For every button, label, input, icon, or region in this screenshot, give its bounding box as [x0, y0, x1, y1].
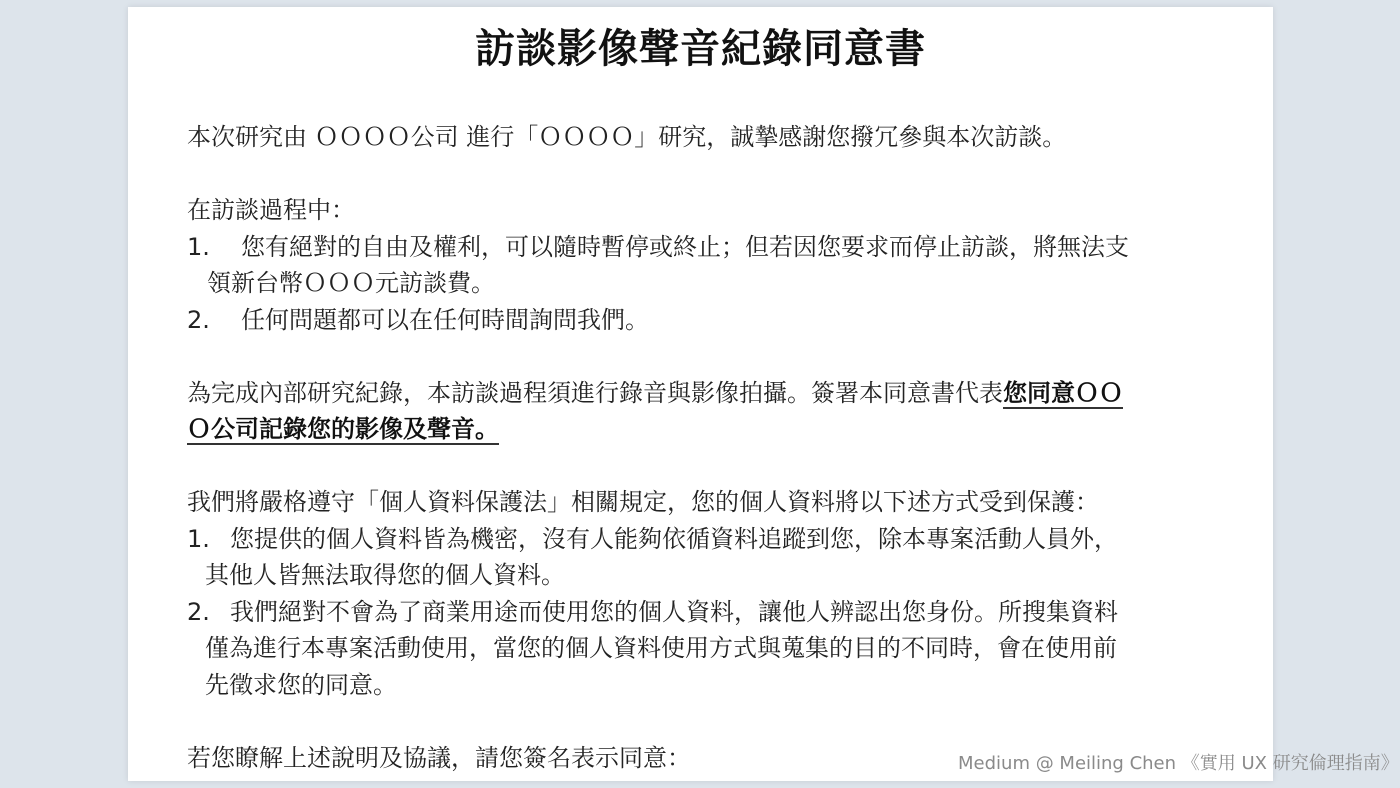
paragraph-gap	[187, 703, 1197, 740]
paragraph-gap	[187, 338, 1197, 375]
process-item-2-number: 2.	[187, 305, 210, 334]
privacy-item-1-line1: 您提供的個人資料皆為機密，沒有人能夠依循資料追蹤到您，除本專案活動人員外，	[230, 524, 1118, 553]
privacy-item-2-continuation-2: 先徵求您的同意。	[205, 670, 397, 699]
recording-emphasis-line2: Ｏ公司記錄您的影像及聲音。	[187, 415, 499, 443]
process-item-1-line1: 您有絕對的自由及權利，可以隨時暫停或終止；但若因您要求而停止訪談，將無法支	[241, 232, 1129, 261]
paragraph-gap	[187, 156, 1197, 193]
process-item-1	[187, 229, 1197, 266]
document-title: 訪談影像聲音紀錄同意書	[475, 26, 926, 72]
process-item-2	[187, 302, 1197, 339]
process-heading: 在訪談過程中：	[187, 196, 355, 224]
privacy-item-1	[187, 521, 1197, 558]
privacy-item-2-continuation-1: 僅為進行本專案活動使用，當您的個人資料使用方式與蒐集的目的不同時，會在使用前	[205, 634, 1117, 662]
recording-text: 為完成內部研究紀錄，本訪談過程須進行錄音與影像拍攝。簽署本同意書代表	[187, 378, 1003, 407]
recording-paragraph-line1	[187, 375, 1197, 412]
privacy-item-2-line1: 我們絕對不會為了商業用途而使用您的個人資料，讓他人辨認出您身份。所搜集資料	[230, 597, 1118, 626]
privacy-item-2	[187, 594, 1197, 631]
consent-form-page	[128, 7, 1273, 781]
process-item-2-line1: 任何問題都可以在任何時間詢問我們。	[241, 305, 649, 334]
document-body	[187, 119, 1197, 776]
process-item-1-number: 1.	[187, 232, 210, 261]
recording-emphasis-line1: 您同意ＯＯ	[1003, 378, 1123, 407]
source-watermark: Medium @ Meiling Chen 《實用 UX 研究倫理指南》	[958, 753, 1399, 774]
privacy-item-2-number: 2.	[187, 597, 210, 626]
privacy-item-1-continuation: 其他人皆無法取得您的個人資料。	[205, 561, 565, 589]
recording-paragraph-line2	[187, 411, 1197, 448]
paragraph-gap	[187, 448, 1197, 485]
privacy-item-1-number: 1.	[187, 524, 210, 553]
intro-paragraph: 本次研究由 ＯＯＯＯ公司 進行「ＯＯＯＯ」研究，誠摯感謝您撥冗參與本次訪談。	[187, 123, 1067, 151]
privacy-heading: 我們將嚴格遵守「個人資料保護法」相關規定，您的個人資料將以下述方式受到保護：	[187, 488, 1099, 516]
process-item-1-continuation: 領新台幣ＯＯＯ元訪談費。	[207, 269, 495, 297]
closing-paragraph: 若您瞭解上述說明及協議，請您簽名表示同意：	[187, 743, 691, 772]
